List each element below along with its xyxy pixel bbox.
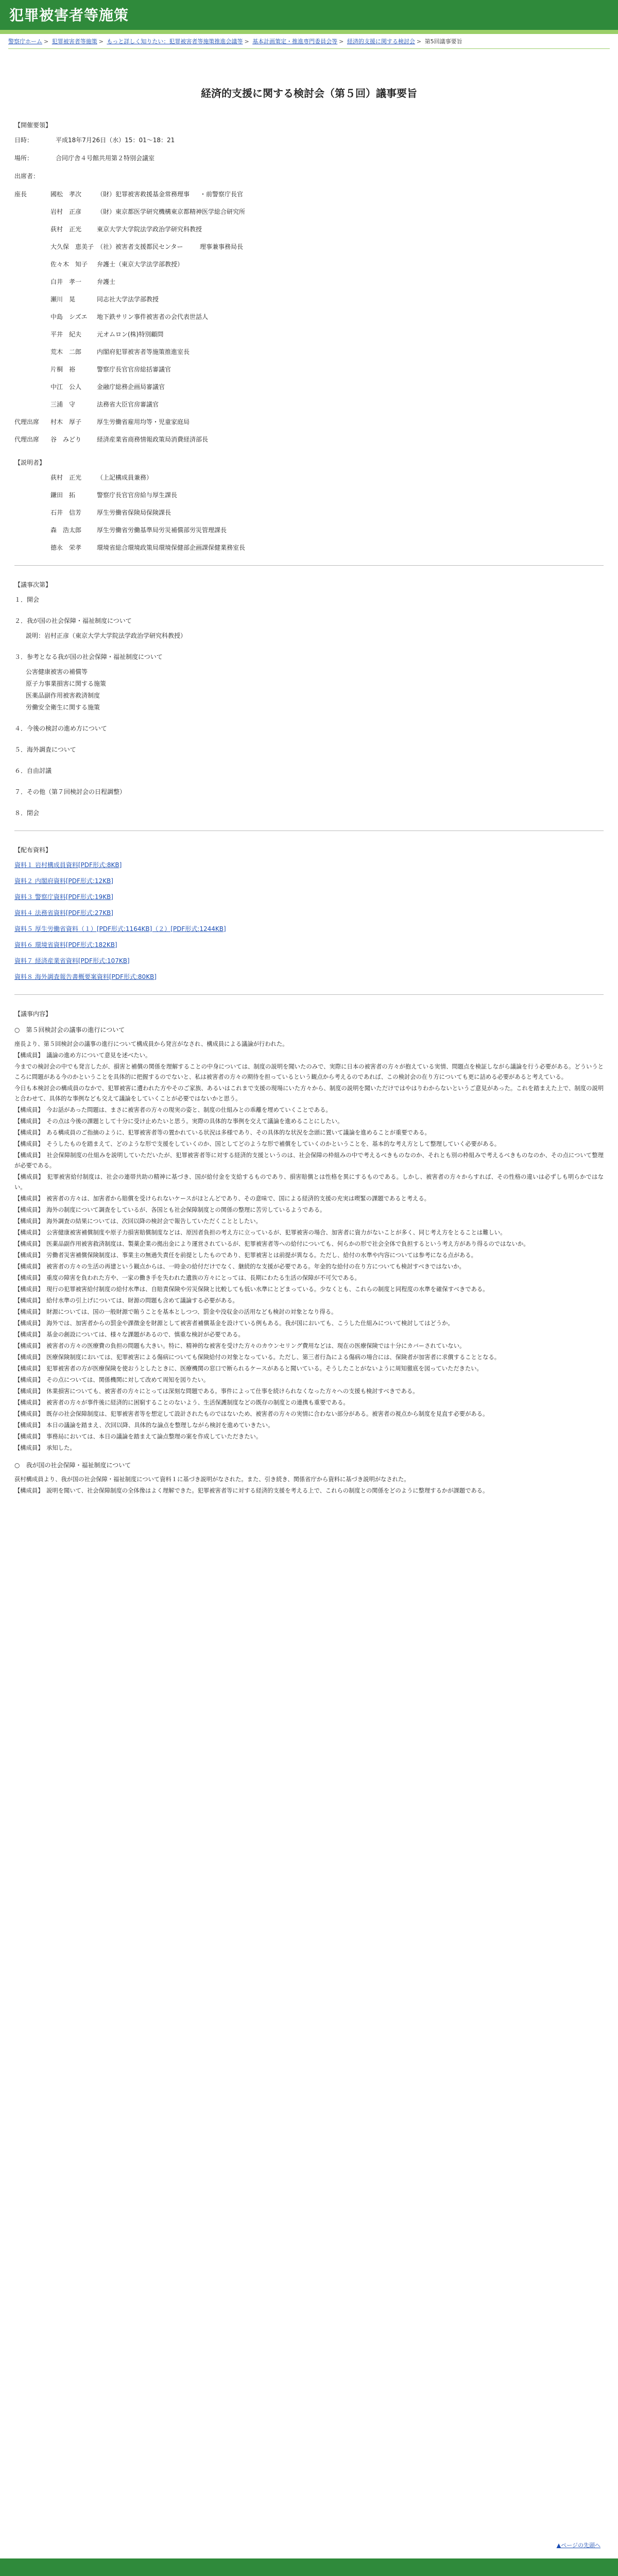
attendee-name: 國松 孝次 bbox=[50, 191, 82, 198]
summary-paragraph: 【構成員】 説明を聞いて、社会保障制度の全体像はよく理解できた。犯罪被害者等に対する経済的支援を考える上で、これらの制度との関係をどのように整理するかが課題である。 bbox=[14, 1487, 489, 1494]
explainer-org: 厚生労働省保険局保険課長 bbox=[97, 509, 171, 516]
summary-paragraph: 【構成員】 海外調査の結果については、次回以降の検討会で報告していただくこととしたい。 bbox=[14, 1218, 262, 1225]
attendee-name: 中江 公人 bbox=[50, 383, 82, 391]
attendee-name: 片桐 裕 bbox=[50, 366, 76, 373]
attendee-org: 東京大学大学院法学政治学研究科教授 bbox=[97, 226, 202, 233]
summary-paragraph: 【構成員】 今お話があった問題は、まさに被害者の方々の現実の姿と、制度の仕組みとの乖離を埋めていくことである。 bbox=[14, 1107, 332, 1113]
agenda-item: ８．閉会 bbox=[14, 809, 40, 817]
summary-paragraph: 【構成員】 議論の進め方について意見を述べたい。 bbox=[14, 1052, 151, 1059]
attendee-role bbox=[14, 225, 50, 233]
attendee-org: 弁護士（東京大学法学部教授） bbox=[97, 261, 184, 268]
attendee-detail bbox=[200, 400, 604, 409]
attendee-name: 中島 シズエ bbox=[50, 313, 88, 320]
agenda-item: １．開会 bbox=[14, 596, 40, 603]
attendee-name: 荒木 二郎 bbox=[50, 348, 82, 355]
page-title: 経済的支援に関する検討会（第５回）議事要旨 bbox=[201, 87, 417, 99]
material-link[interactable]: 資料４ 法務省資料[PDF形式:27KB] bbox=[14, 909, 113, 917]
material-link[interactable]: 資料１ 岩村構成員資料[PDF形式:8KB] bbox=[14, 861, 122, 869]
summary-paragraph: 【構成員】 社会保障制度の仕組みを説明していただいたが、犯罪被害者等に対する経済的支援というのは、社会保障の枠組みの中で考えるべきものなのか、それとも別の枠組みで考えるべきものなのか、その点について整理が必要である。 bbox=[14, 1152, 604, 1169]
summary-paragraph: 【構成員】 被害者の方々の生活の再建という観点からは、一時金の給付だけでなく、継続的な支援が必要である。年金的な給付の在り方についても検討すべきではないか。 bbox=[14, 1263, 465, 1270]
explainer-name: 鎌田 拓 bbox=[50, 492, 76, 499]
attendee-role: 座長 bbox=[14, 191, 27, 198]
material-link[interactable]: 資料６ 環境省資料[PDF形式:182KB] bbox=[14, 941, 117, 948]
divider bbox=[14, 565, 604, 566]
summary-paragraph: 【構成員】 財源については、国の一般財源で賄うことを基本としつつ、罰金や没収金の活用なども検討の対象となり得る。 bbox=[14, 1309, 337, 1315]
explainer-name: 德永 栄孝 bbox=[50, 544, 82, 551]
attendee-role bbox=[14, 242, 50, 251]
explainer-name: 石井 信芳 bbox=[50, 509, 82, 516]
materials-list bbox=[14, 860, 604, 981]
summary-paragraph: 【構成員】 医療保険制度においては、犯罪被害による傷病についても保険給付の対象となっている。ただし、第三者行為による傷病の場合には、保険者が加害者に求償することとなる。 bbox=[14, 1354, 501, 1361]
attendee-role bbox=[14, 312, 50, 321]
summary-paragraph: 【構成員】 そうしたものを踏まえて、どのような形で支援をしていくのか、国としてどのような形で補償をしていくのかということを、基本的な考え方として整理していく必要がある。 bbox=[14, 1141, 501, 1147]
attendee-name: 谷 みどり bbox=[50, 436, 82, 443]
header-accent-bar bbox=[0, 30, 618, 34]
explainer-spacer bbox=[200, 508, 604, 517]
attendee-name: 瀬川 晃 bbox=[50, 296, 76, 303]
attendee-org: （財）東京都医学研究機構東京都精神医学総合研究所 bbox=[97, 208, 246, 215]
attendee-detail bbox=[200, 365, 604, 374]
agenda-item: ３．参考となる我が国の社会保障・福祉制度について bbox=[14, 653, 163, 660]
agenda-subitem: 原子力事業損害に関する施策 bbox=[26, 680, 107, 687]
section-heading-overview: 【開催要領】 bbox=[14, 122, 52, 129]
summary-paragraph: 今日も本検討会の構成員のなかで、犯罪被害に遭われた方やそのご家族、あるいはこれまで支援の現場にいた方々から、制度の説明を聞いただけではやはりわからないというご意見があった。これを踏まえた上で、制度の説明と合わせて、具体的な事例なども交えて議論をしていくことが必要ではないかと思う。 bbox=[14, 1085, 604, 1102]
attendee-org: 地下鉄サリン事件被害者の会代表世話人 bbox=[97, 313, 209, 320]
attendee-detail bbox=[200, 277, 604, 286]
explainer-spacer bbox=[14, 526, 50, 534]
agenda-item: ５．海外調査について bbox=[14, 746, 76, 753]
breadcrumb-home[interactable]: 警察庁ホーム bbox=[8, 38, 42, 45]
summary-paragraph: 【構成員】 既存の社会保障制度は、犯罪被害者等を想定して設計されたものではないため、被害者の方々の実情に合わない部分がある。被害者の視点から制度を見直す必要がある。 bbox=[14, 1411, 489, 1417]
site-header bbox=[0, 0, 618, 30]
explainer-spacer bbox=[200, 490, 604, 499]
attendee-detail bbox=[200, 260, 604, 268]
explainer-name: 森 浩太郎 bbox=[50, 527, 82, 534]
summary-paragraph: 【構成員】 承知した。 bbox=[14, 1445, 76, 1451]
attendee-org: 法務省大臣官房審議官 bbox=[97, 401, 159, 408]
summary-paragraph: 【構成員】 休業損害についても、被害者の方々にとっては深刻な問題である。事件によって仕事を続けられなくなった方々への支援も検討すべきである。 bbox=[14, 1388, 419, 1395]
explainers-list bbox=[14, 473, 604, 552]
attendee-role bbox=[14, 277, 50, 286]
attendee-name: 佐々木 知子 bbox=[50, 261, 88, 268]
attendee-detail: ・前警察庁長官 bbox=[200, 191, 244, 198]
summary-paragraph: 【構成員】 その点については、関係機関に対して改めて周知を図りたい。 bbox=[14, 1377, 210, 1383]
summary-paragraph: 【構成員】 給付水準の引上げについては、財源の問題も含めて議論する必要がある。 bbox=[14, 1297, 238, 1304]
back-to-top-link[interactable]: ▲ページの先頭へ bbox=[556, 2542, 600, 2549]
attendee-role bbox=[14, 382, 50, 391]
meeting-date: 日時： 平成18年7月26日（水）15：01～18：21 bbox=[14, 137, 175, 144]
summary-paragraph: 【構成員】 海外では、加害者からの罰金や課徴金を財源として被害者補償基金を設けている例もある。我が国においても、こうした仕組みについて検討してはどうか。 bbox=[14, 1320, 454, 1327]
attendee-name: 大久保 恵美子 bbox=[50, 243, 94, 250]
summary-paragraph: 【構成員】 現行の犯罪被害給付制度の給付水準は、自賠責保険や労災保険と比較しても低い水準にとどまっている。少なくとも、これらの制度と同程度の水準を確保すべきである。 bbox=[14, 1286, 489, 1293]
attendee-org: 経済産業省商務情報政策局消費経済部長 bbox=[97, 436, 209, 443]
summary-paragraph: 【構成員】 重度の障害を負われた方や、一家の働き手を失われた遺族の方々にとっては、長期にわたる生活の保障が不可欠である。 bbox=[14, 1275, 360, 1281]
attendee-detail bbox=[200, 435, 604, 444]
main-content bbox=[14, 85, 604, 1496]
breadcrumb-meeting[interactable]: 経済的支援に関する検討会 bbox=[347, 38, 415, 45]
summary-paragraph: 【構成員】 犯罪被害者の方が医療保険を使おうとしたときに、医療機関の窓口で断られるケースがあると聞いている。そうしたことがないように周知徹底を図っていただきたい。 bbox=[14, 1365, 483, 1372]
explainer-spacer bbox=[14, 490, 50, 499]
divider bbox=[14, 994, 604, 995]
agenda-note: 説明：岩村正彦（東京大学大学院法学政治学研究科教授） bbox=[26, 632, 187, 639]
attendee-org: （社）被害者支援都民センター bbox=[97, 243, 183, 250]
agenda-sublist bbox=[26, 667, 604, 711]
breadcrumb-current: 第5回議事要旨 bbox=[424, 38, 462, 45]
attendee-role bbox=[14, 260, 50, 268]
divider bbox=[8, 48, 610, 49]
attendees-label: 出席者： bbox=[14, 173, 40, 180]
agenda-item: ２．我が国の社会保障・福祉制度について bbox=[14, 617, 132, 624]
summary-paragraph: 荻村構成員より、我が国の社会保障・福祉制度について資料１に基づき説明がなされた。また、引き続き、関係省庁から資料に基づき説明がなされた。 bbox=[14, 1476, 410, 1483]
material-link[interactable]: 資料５ 厚生労働省資料（１）[PDF形式:1164KB]（２）[PDF形式:1244KB] bbox=[14, 925, 226, 933]
attendee-role bbox=[14, 330, 50, 338]
attendee-org: 警察庁長官官房総括審議官 bbox=[97, 366, 171, 373]
attendee-detail: 理事兼事務局長 bbox=[200, 243, 244, 250]
site-logo[interactable]: 犯罪被害者等施策 bbox=[9, 7, 129, 24]
attendee-role bbox=[14, 347, 50, 356]
explainer-spacer bbox=[14, 473, 50, 482]
attendee-org: 金融庁総務企画局審議官 bbox=[97, 383, 165, 391]
attendee-role bbox=[14, 295, 50, 303]
summary-paragraph: 【構成員】 ある構成員のご指摘のように、犯罪被害者等の置かれている状況は多様であり、その具体的な状況を念頭に置いて議論を進めることが重要である。 bbox=[14, 1129, 431, 1136]
summary-paragraph: 座長より、第５回検討会の議事の進行について構成員から発言がなされ、構成員による議論が行われた。 bbox=[14, 1041, 288, 1047]
attendees-list bbox=[14, 190, 604, 444]
material-link[interactable]: 資料２ 内閣府資料[PDF形式:12KB] bbox=[14, 877, 113, 885]
attendee-detail bbox=[200, 225, 604, 233]
attendee-role bbox=[14, 365, 50, 374]
attendee-detail bbox=[200, 207, 604, 216]
section-heading-materials: 【配布資料】 bbox=[14, 846, 52, 854]
meeting-place: 場所： 合同庁舎４号館共用第２特別会議室 bbox=[14, 155, 155, 162]
explainer-org: 環境省総合環境政策局環境保健部企画課保健業務室長 bbox=[97, 544, 246, 551]
summary-paragraph: 【構成員】 医薬品副作用被害救済制度は、製薬企業の拠出金により運営されているが、犯罪被害者等への給付についても、何らかの形で社会全体で負担するという考え方があり得るのではないか。 bbox=[14, 1241, 529, 1247]
explainer-spacer bbox=[200, 526, 604, 534]
section-heading-agenda: 【議事次第】 bbox=[14, 581, 52, 588]
attendee-org: 同志社大学法学部教授 bbox=[97, 296, 159, 303]
summary-paragraph: 【構成員】 被害者の方々が事件後に経済的に困窮することのないよう、生活保護制度などの既存の制度との連携も重要である。 bbox=[14, 1399, 349, 1406]
explainer-spacer bbox=[14, 543, 50, 552]
attendee-name: 村木 厚子 bbox=[50, 418, 82, 426]
agenda-subitem: 公害健康被害の補償等 bbox=[26, 668, 88, 675]
agenda-subitem: 医薬品副作用被害救済制度 bbox=[26, 692, 100, 699]
attendee-detail bbox=[200, 312, 604, 321]
summary-paragraph: 【構成員】 本日の議論を踏まえ、次回以降、具体的な論点を整理しながら検討を進めていきたい。 bbox=[14, 1422, 274, 1429]
explainer-org: （上記構成員兼務） bbox=[97, 474, 153, 481]
explainer-org: 厚生労働省労働基準局労災補償部労災管理課長 bbox=[97, 527, 227, 534]
summary-body bbox=[14, 1039, 604, 1453]
attendee-role: 代理出席 bbox=[14, 418, 40, 426]
summary-paragraph: 【構成員】 被害者の方々の医療費の負担の問題も大きい。特に、精神的な被害を受けた方々のカウンセリング費用などは、現在の医療保険では十分にカバーされていない。 bbox=[14, 1343, 466, 1349]
agenda-subitem: 労働安全衛生に関する施策 bbox=[26, 704, 100, 711]
explainer-org: 警察庁長官官房給与厚生課長 bbox=[97, 492, 178, 499]
material-link[interactable]: 資料８ 海外調査報告書概要案資料[PDF形式:80KB] bbox=[14, 973, 157, 980]
attendee-org: 元オムロン(株)特別顧問 bbox=[97, 331, 164, 338]
agenda-item: ４．今後の検討の進め方について bbox=[14, 725, 107, 732]
summary-heading: ○ 我が国の社会保障・福祉制度について bbox=[14, 1462, 131, 1469]
attendee-role: 代理出席 bbox=[14, 436, 40, 443]
summary-paragraph: 【構成員】 公害健康被害補償制度や原子力損害賠償制度などは、原因者負担の考え方に立っているが、犯罪被害の場合、加害者に資力がないことが多く、同じ考え方をとることは難しい。 bbox=[14, 1229, 506, 1236]
material-link[interactable]: 資料７ 経済産業省資料[PDF形式:107KB] bbox=[14, 957, 130, 964]
attendee-name: 平井 紀夫 bbox=[50, 331, 82, 338]
summary-paragraph: 【構成員】 海外の制度について調査をしているが、各国とも社会保障制度との関係の整理に苦労しているようである。 bbox=[14, 1207, 326, 1213]
section-heading-summary: 【議事内容】 bbox=[14, 1010, 52, 1018]
attendee-detail bbox=[200, 347, 604, 356]
section-heading-explainers: 【説明者】 bbox=[14, 459, 46, 466]
summary-paragraph: 【構成員】 労働者災害補償保険制度は、事業主の無過失責任を前提としたものであり、犯罪被害とは前提が異なる。ただし、給付の水準や内容については参考になる点がある。 bbox=[14, 1252, 477, 1259]
attendee-name: 荻村 正光 bbox=[50, 226, 82, 233]
attendee-name: 岩村 正彦 bbox=[50, 208, 82, 215]
site-footer bbox=[0, 2558, 618, 2576]
attendee-org: 内閣府犯罪被害者等施策推進室長 bbox=[97, 348, 190, 355]
explainer-name: 荻村 正光 bbox=[50, 474, 82, 481]
explainer-spacer bbox=[200, 543, 604, 552]
breadcrumb-council[interactable]: もっと詳しく知りたい：犯罪被害者等施策推進会議等 bbox=[107, 38, 243, 45]
attendee-role bbox=[14, 207, 50, 216]
agenda-item: ６．自由討議 bbox=[14, 767, 52, 774]
agenda-item: ７．その他（第７回検討会の日程調整） bbox=[14, 788, 126, 795]
summary-heading: ○ 第５回検討会の議事の進行について bbox=[14, 1026, 125, 1033]
explainer-spacer bbox=[14, 508, 50, 517]
attendee-org: 厚生労働省雇用均等・児童家庭局 bbox=[97, 418, 190, 426]
summary-paragraph: 【構成員】 事務局においては、本日の議論を踏まえて論点整理の案を作成していただきたい。 bbox=[14, 1433, 262, 1440]
attendee-org: （財）犯罪被害救援基金常務理事 bbox=[97, 191, 190, 198]
summary-paragraph: 【構成員】 犯罪被害給付制度は、社会の連帯共助の精神に基づき、国が給付金を支給するものであり、損害賠償とは性格を異にするものである。しかし、被害者の方々からすれば、その性格の違いは必ずしも明らかではない。 bbox=[14, 1174, 604, 1191]
summary-body bbox=[14, 1475, 604, 1496]
summary-paragraph: 【構成員】 その点は今後の課題として十分に受け止めたいと思う。実際の具体的な事例を交えて議論を進めることにしたい。 bbox=[14, 1118, 344, 1125]
attendee-detail bbox=[200, 382, 604, 391]
summary-paragraph: 【構成員】 被害者の方々は、加害者から賠償を受けられないケースがほとんどであり、その意味で、国による経済的支援の充実は喫緊の課題であると考える。 bbox=[14, 1195, 430, 1202]
attendee-detail bbox=[200, 295, 604, 303]
attendee-detail bbox=[200, 330, 604, 338]
breadcrumb-policy[interactable]: 犯罪被害者等施策 bbox=[52, 38, 97, 45]
breadcrumb: 警察庁ホーム > 犯罪被害者等施策 > もっと詳しく知りたい：犯罪被害者等施策推進会議等 > 基本計画策定・推進専門委員会等 > 経済的支援に関する検討会 > 第5回議事要旨 bbox=[8, 38, 462, 45]
attendee-name: 白井 孝一 bbox=[50, 278, 82, 285]
attendee-org: 弁護士 bbox=[97, 278, 116, 285]
attendee-detail bbox=[200, 417, 604, 426]
summary-paragraph: 今までの検討会の中でも発言したが、損害と補償の関係を理解することの中身については、制度の説明を聞いたのみで、実際に日本の被害者の方々が抱えている実情、問題点を検証しながら議論を行う必要がある。どういうところに問題がある今のかということを具体的に把握するのでないと、私は被害者の方々の期待を担っているという観点から考えるのであれば、この検討会の在り方についても更に詰める必要があると考えている。 bbox=[14, 1063, 604, 1080]
summary-paragraph: 【構成員】 基金の創設については、様々な課題があるので、慎重な検討が必要である。 bbox=[14, 1331, 244, 1338]
attendee-role bbox=[14, 400, 50, 409]
material-link[interactable]: 資料３ 警察庁資料[PDF形式:19KB] bbox=[14, 893, 113, 901]
explainer-spacer bbox=[200, 473, 604, 482]
attendee-name: 三浦 守 bbox=[50, 401, 76, 408]
breadcrumb-committee[interactable]: 基本計画策定・推進専門委員会等 bbox=[252, 38, 338, 45]
